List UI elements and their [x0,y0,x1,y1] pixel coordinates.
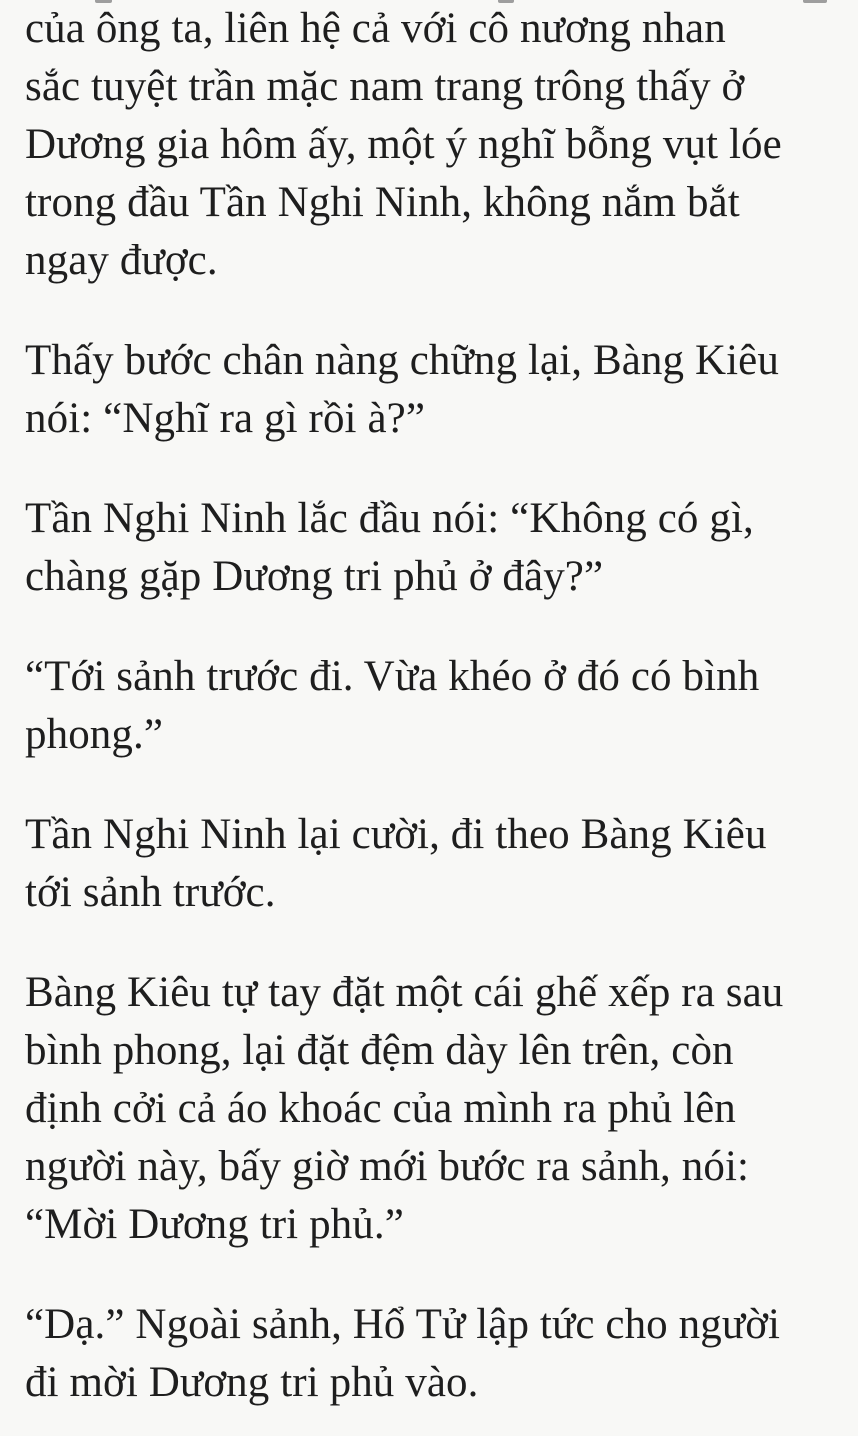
text-line: Bàng Kiêu tự tay đặt một cái ghế xếp ra sau [25,969,784,1016]
paragraph [25,332,833,448]
text-line: Thấy bước chân nàng chững lại, Bàng Kiêu [25,337,779,384]
text-line: trong đầu Tần Nghi Ninh, không nắm bắt [25,179,740,226]
text-line: sắc tuyệt trần mặc nam trang trông thấy ở [25,63,745,110]
text-line: Tần Nghi Ninh lắc đầu nói: “Không có gì, [25,495,754,542]
text-line: đi mời Dương tri phủ vào. [25,1359,479,1406]
text-line: “Mời Dương tri phủ.” [25,1201,404,1248]
text-line: bình phong, lại đặt đệm dày lên trên, còn [25,1027,734,1074]
text-line: của ông ta, liên hệ cả với cô nương nhan [25,5,726,52]
text-line: “Tới sảnh trước đi. Vừa khéo ở đó có bình [25,653,760,700]
paragraph [25,490,833,606]
text-line: nói: “Nghĩ ra gì rồi à?” [25,395,426,442]
text-content [25,0,833,1412]
text-line: chàng gặp Dương tri phủ ở đây?” [25,553,604,600]
paragraph [25,964,833,1254]
text-line: “Dạ.” Ngoài sảnh, Hổ Tử lập tức cho người [25,1301,781,1348]
text-line: định cởi cả áo khoác của mình ra phủ lên [25,1085,736,1132]
text-line: phong.” [25,711,164,758]
text-line: người này, bấy giờ mới bước ra sảnh, nói: [25,1143,750,1190]
text-line: tới sảnh trước. [25,869,276,916]
text-line: Dương gia hôm ấy, một ý nghĩ bỗng vụt lóe [25,121,782,168]
paragraph [25,0,833,290]
text-line: ngay được. [25,237,218,284]
paragraph [25,806,833,922]
text-line: Tần Nghi Ninh lại cười, đi theo Bàng Kiêu [25,811,767,858]
paragraph [25,1296,833,1412]
paragraph [25,648,833,764]
